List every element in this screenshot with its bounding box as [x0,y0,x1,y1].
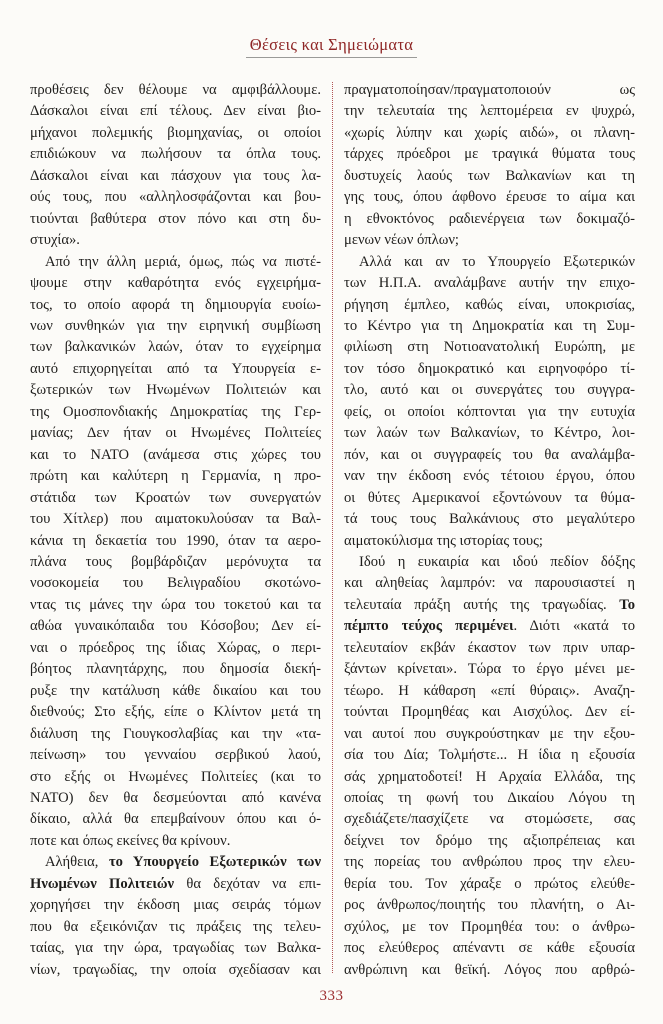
text-segment: Αλλά και αν το Υπουργείο Εξωτερικών [359,253,635,270]
text-line [30,852,321,873]
text-line [30,531,321,552]
text-line [344,745,635,766]
text-line [344,273,635,294]
text-segment: Αλήθεια, [45,854,109,871]
text-segment: ποτε και όπως εκείνες θα κρίνουν. [30,832,231,849]
text-line [344,573,635,594]
text-segment: αθώα γυναικόπαιδα του Κόσοβου; Δεν εί- [30,618,321,635]
text-line [344,895,635,916]
text-segment: τος, το οποίο αφορά τη δημιουργία ευοίω- [30,296,321,313]
text-line [30,702,321,723]
text-line [30,638,321,659]
text-line [30,552,321,573]
text-segment: της πορείας του ανθρώπου προς την ελευ- [344,854,635,871]
section-title: Θέσεις και Σημειώματα [246,34,418,58]
text-segment: ναι ο πρόεδρος της ίδιας Χώρας, ο περι- [30,639,321,656]
text-segment: θα δεχόταν να επι- [174,875,321,892]
text-line [344,616,635,637]
text-segment: θερία του. Τον χάραξε ο πρώτος ελεύθε- [344,875,635,892]
text-segment: ανθρώπινη και θεϊκή. Λόγος που αρθρώ- [344,961,635,978]
text-line [30,681,321,702]
text-line [344,80,635,101]
text-line [344,767,635,788]
text-line [30,616,321,637]
text-line [30,80,321,101]
text-line [344,724,635,745]
text-segment: οποίας τη φωνή του Δικαίου Λόγου τη [344,789,635,806]
text-segment: σάς χρηματοδοτεί! Η Αρχαία Ελλάδα, της [344,768,635,785]
text-line [30,509,321,530]
bold-text-segment: Ηνωμένων Πολιτειών [30,875,175,892]
text-line [344,230,635,251]
text-line [30,144,321,165]
text-segment: ούς τους, που «αλληλοσφάζονται και βου- [30,189,321,206]
text-segment: στάτιδα των Κροατών των συνεργατών [30,489,321,506]
text-line [30,295,321,316]
text-segment: οι θύτες Αμερικανοί εξοντώνουν τα θύμα- [344,489,635,506]
column-divider [332,82,333,973]
text-segment: τούνται Προμηθέας και Αισχύλος. Δεν εί- [344,704,635,721]
text-segment: μανίας; Δεν ήταν οι Ηνωμένες Πολιτείες [30,425,321,442]
text-segment: ΝΑΤΟ) δεν θα δεσμεύονται από κανένα [30,789,321,806]
text-segment: δίκαιο, αλλά θα επεμβαίνουν όπου και ό- [30,811,321,828]
text-line [344,209,635,230]
text-line [344,402,635,423]
text-line [30,402,321,423]
text-segment: στυχία». [30,232,80,249]
text-segment: ρος άνθρωπος/ποιητής του πλανήτη, ο Αι- [344,897,635,914]
text-line [344,380,635,401]
text-line [344,552,635,573]
text-segment: πρώτη και καλύτερη η Γερμανία, η προ- [30,468,321,485]
text-line [344,359,635,380]
text-segment: διεθνούς; Στο εξής, είπε ο Κλίντον μετά τη [30,704,321,721]
text-line [344,101,635,122]
text-line [30,573,321,594]
text-segment: Δάσκαλοι είναι και πάσχουν για τους λα- [30,167,321,184]
text-segment: αιματοκύλισμα της ιστορίας τους; [344,532,543,549]
text-segment: χορηγήσει την έκδοση μιας σειράς τόμων [30,897,321,914]
text-line [30,316,321,337]
text-segment: δείχνει τον δρόμο της αξιοπρέπειας και [344,832,635,849]
text-line [30,831,321,852]
text-line [30,724,321,745]
text-line [344,595,635,616]
text-segment: ταίας, για την ώρα, τραγωδίας των Βαλκα- [30,940,321,957]
bold-text-segment: Το [619,596,635,613]
text-segment: των βαλκανικών λαών, όταν το εγχείρημα [30,339,321,356]
text-line [30,895,321,916]
text-segment: νων συνθηκών για την ειρηνική συμβίωση [30,317,321,334]
text-line [30,960,321,981]
text-line [344,445,635,466]
text-segment: γης τους, όπου άφθονο έρευσε το αίμα και [344,189,635,206]
text-segment: κάνια τη δεκαετία του 1990, όταν τα αερο- [30,532,321,549]
text-line [30,209,321,230]
text-line [30,874,321,895]
text-line [344,252,635,273]
text-segment: των Η.Π.Α. αναλάμβανε αυτήν την επιχο- [344,275,635,292]
text-line [344,874,635,895]
text-segment: τελευταίον εκβάν έκαστον των πριν υπαρ- [344,639,635,656]
text-segment: πος ελεύθερος απέναντι σε κάθε εξουσία [344,940,635,957]
text-segment: φιλίωση στη Νοτιοανατολική Ευρώπη, με [344,339,635,356]
text-segment: πείνωση» του γενναίου σερβικού λαού, [30,747,321,764]
text-line [30,767,321,788]
text-segment: Δάσκαλοι είναι επί τέλους. Δεν είναι βιο- [30,103,321,120]
text-segment: μενων νέων όπλων; [344,232,459,249]
text-line [344,509,635,530]
two-column-layout [0,58,663,981]
text-segment: τιούνται βαθύτερα στον πόνο και στη δυ- [30,210,321,227]
text-segment: τλο, αυτό και οι συνεργάτες του συγγρα- [344,382,635,399]
text-line [344,295,635,316]
text-segment: ρυξε την κατάλυση κάθε δικαίου και του [30,682,321,699]
text-line [30,938,321,959]
text-line [344,466,635,487]
text-segment: νοσοκομεία του Βελιγραδίου σκοτώνο- [30,575,321,592]
text-segment: ρήγηση έμπλεο, καθώς είναι, υποκρισίας, [344,296,635,313]
text-segment: «χωρίς λύπην και χωρίς αιδώ», οι πλανη- [344,124,635,141]
text-segment: . Διότι «κατά το [513,618,635,635]
right-column [344,80,635,981]
text-line [344,316,635,337]
text-line [344,337,635,358]
text-line [30,745,321,766]
text-line [344,960,635,981]
text-segment: στο εξής οι Ηνωμένες Πολιτείες (και το [30,768,321,785]
text-segment: προθέσεις δεν θέλουμε να αμφιβάλλουμε. [30,82,321,98]
text-segment: τον τόσο δημοκρατικό και ειρηνοφόρο τί- [344,360,635,377]
text-segment: ψουμε στην καθαρότητα ενός εγχειρήμα- [30,275,321,292]
text-line [344,123,635,144]
text-segment: ξωτερικών των Ηνωμένων Πολιτειών και [30,382,321,399]
text-segment: και αληθείας λαμπρόν: να παρουσιαστεί η [344,575,635,592]
text-line [30,659,321,680]
text-line [30,337,321,358]
text-segment: διάλυση της Γιουγκοσλαβίας και την «τα- [30,725,321,742]
text-segment: που θα εξεικόνιζαν τις πράξεις της τελευ- [30,918,321,935]
text-segment: νίων, τραγωδίας, την οποία σχεδίασαν και [30,961,321,978]
text-line [344,788,635,809]
text-segment: μήχανοι πολεμικής βιομηχανίας, οι οποίοι [30,124,321,141]
text-segment: την τελευταία της λεπτομέρεια εν ψυχρώ, [344,103,635,120]
text-segment: βόητος πλανητάρχης, που δημοσία διεκή- [30,661,321,678]
text-line [344,852,635,873]
text-line [344,809,635,830]
text-line [344,681,635,702]
text-line [30,166,321,187]
text-segment: το Κέντρο για τη Δημοκρατία και τη Συμ- [344,317,635,334]
text-line [344,144,635,165]
text-line [30,809,321,830]
text-line [30,466,321,487]
text-line [30,423,321,444]
text-line [30,595,321,616]
text-line [30,187,321,208]
left-column [30,80,321,981]
text-segment: ξάντων κρίνεται». Τώρα το έργο μένει με- [344,661,635,678]
text-line [344,423,635,444]
text-line [344,488,635,509]
page-footer [0,981,663,1024]
text-segment: ναν την έκδοση ενός τέτοιου έργου, όπου [344,468,635,485]
text-segment: φείς, οι οποίοι κόπτονται για την ευτυχία [344,403,635,420]
text-segment: και το ΝΑΤΟ (ανάμεσα στις χώρες του [30,446,321,463]
text-line [30,445,321,466]
text-line [30,123,321,144]
text-segment: η εθνοκτόνος ραδιενέργεια των δοκιμαζό- [344,210,635,227]
text-segment: δυστυχείς λαούς των Βαλκανίων και τη [344,167,635,184]
text-line [30,917,321,938]
text-segment: σχεδιάζετε/πασχίζετε να στομώσετε, σας [344,811,635,828]
bold-text-segment: πέμπτο τεύχος περιμένει [344,618,514,635]
page-header [0,0,663,58]
text-line [30,788,321,809]
bold-text-segment: το Υπουργείο Εξωτερικών των [108,854,321,871]
text-segment: Ιδού η ευκαιρία και ιδού πεδίον δόξης [359,553,635,570]
text-segment: αυτό επιχορηγείται από τα Υπουργεία ε- [30,360,321,377]
text-line [344,702,635,723]
text-line [30,230,321,251]
text-line [344,938,635,959]
text-line [30,359,321,380]
text-segment: σχύλος, με τον Προμηθέα του: ο άνθρω- [344,918,635,935]
text-segment: Από την άλλη μεριά, όμως, πώς να πιστέ- [45,253,321,270]
text-line [30,101,321,122]
text-segment: πόν, και οι συγγραφείς του θα αναλάμβα- [344,446,635,463]
text-segment: πραγματοποίησαν/πραγματοποιούν ως [344,82,635,98]
text-segment: τάρχες πρόεδροι με τραγικά θύματα τους [344,146,635,163]
text-segment: της Ομοσπονδιακής Δημοκρατίας της Γερ- [30,403,321,420]
text-line [344,638,635,659]
text-line [30,380,321,401]
text-segment: σία του Δία; Τολμήστε... Η ίδια η εξουσία [344,747,635,764]
text-line [344,166,635,187]
text-line [344,831,635,852]
text-line [344,659,635,680]
text-line [344,187,635,208]
text-segment: του Χίτλερ) που αιματοκυλούσαν τα Βαλ- [30,511,321,528]
text-segment: τά τους τους Βαλκάνιους στο μεγαλύτερο [344,511,635,528]
text-line [30,273,321,294]
text-line [344,531,635,552]
text-line [30,488,321,509]
text-segment: πλάνα τους βομβάρδιζαν μερόνυχτα τα [30,553,321,570]
text-segment: των λαών των Βαλκανίων, το Κέντρο, λοι- [344,425,635,442]
page-number: 333 [319,988,344,1005]
text-line [30,252,321,273]
text-segment: ναι αυτοί που συγκρούστηκαν με την εξου- [344,725,635,742]
text-line [344,917,635,938]
text-segment: τελευταία πράξη αυτής της τραγωδίας. [344,596,620,613]
text-segment: επιδιώκουν να πωλήσουν τα όπλα τους. [30,146,321,163]
text-segment: ντας τις μάνες την ώρα του τοκετού και τα [30,596,321,613]
text-segment: τέωρο. Η κάθαρση «επί θύραις». Αναζη- [344,682,635,699]
